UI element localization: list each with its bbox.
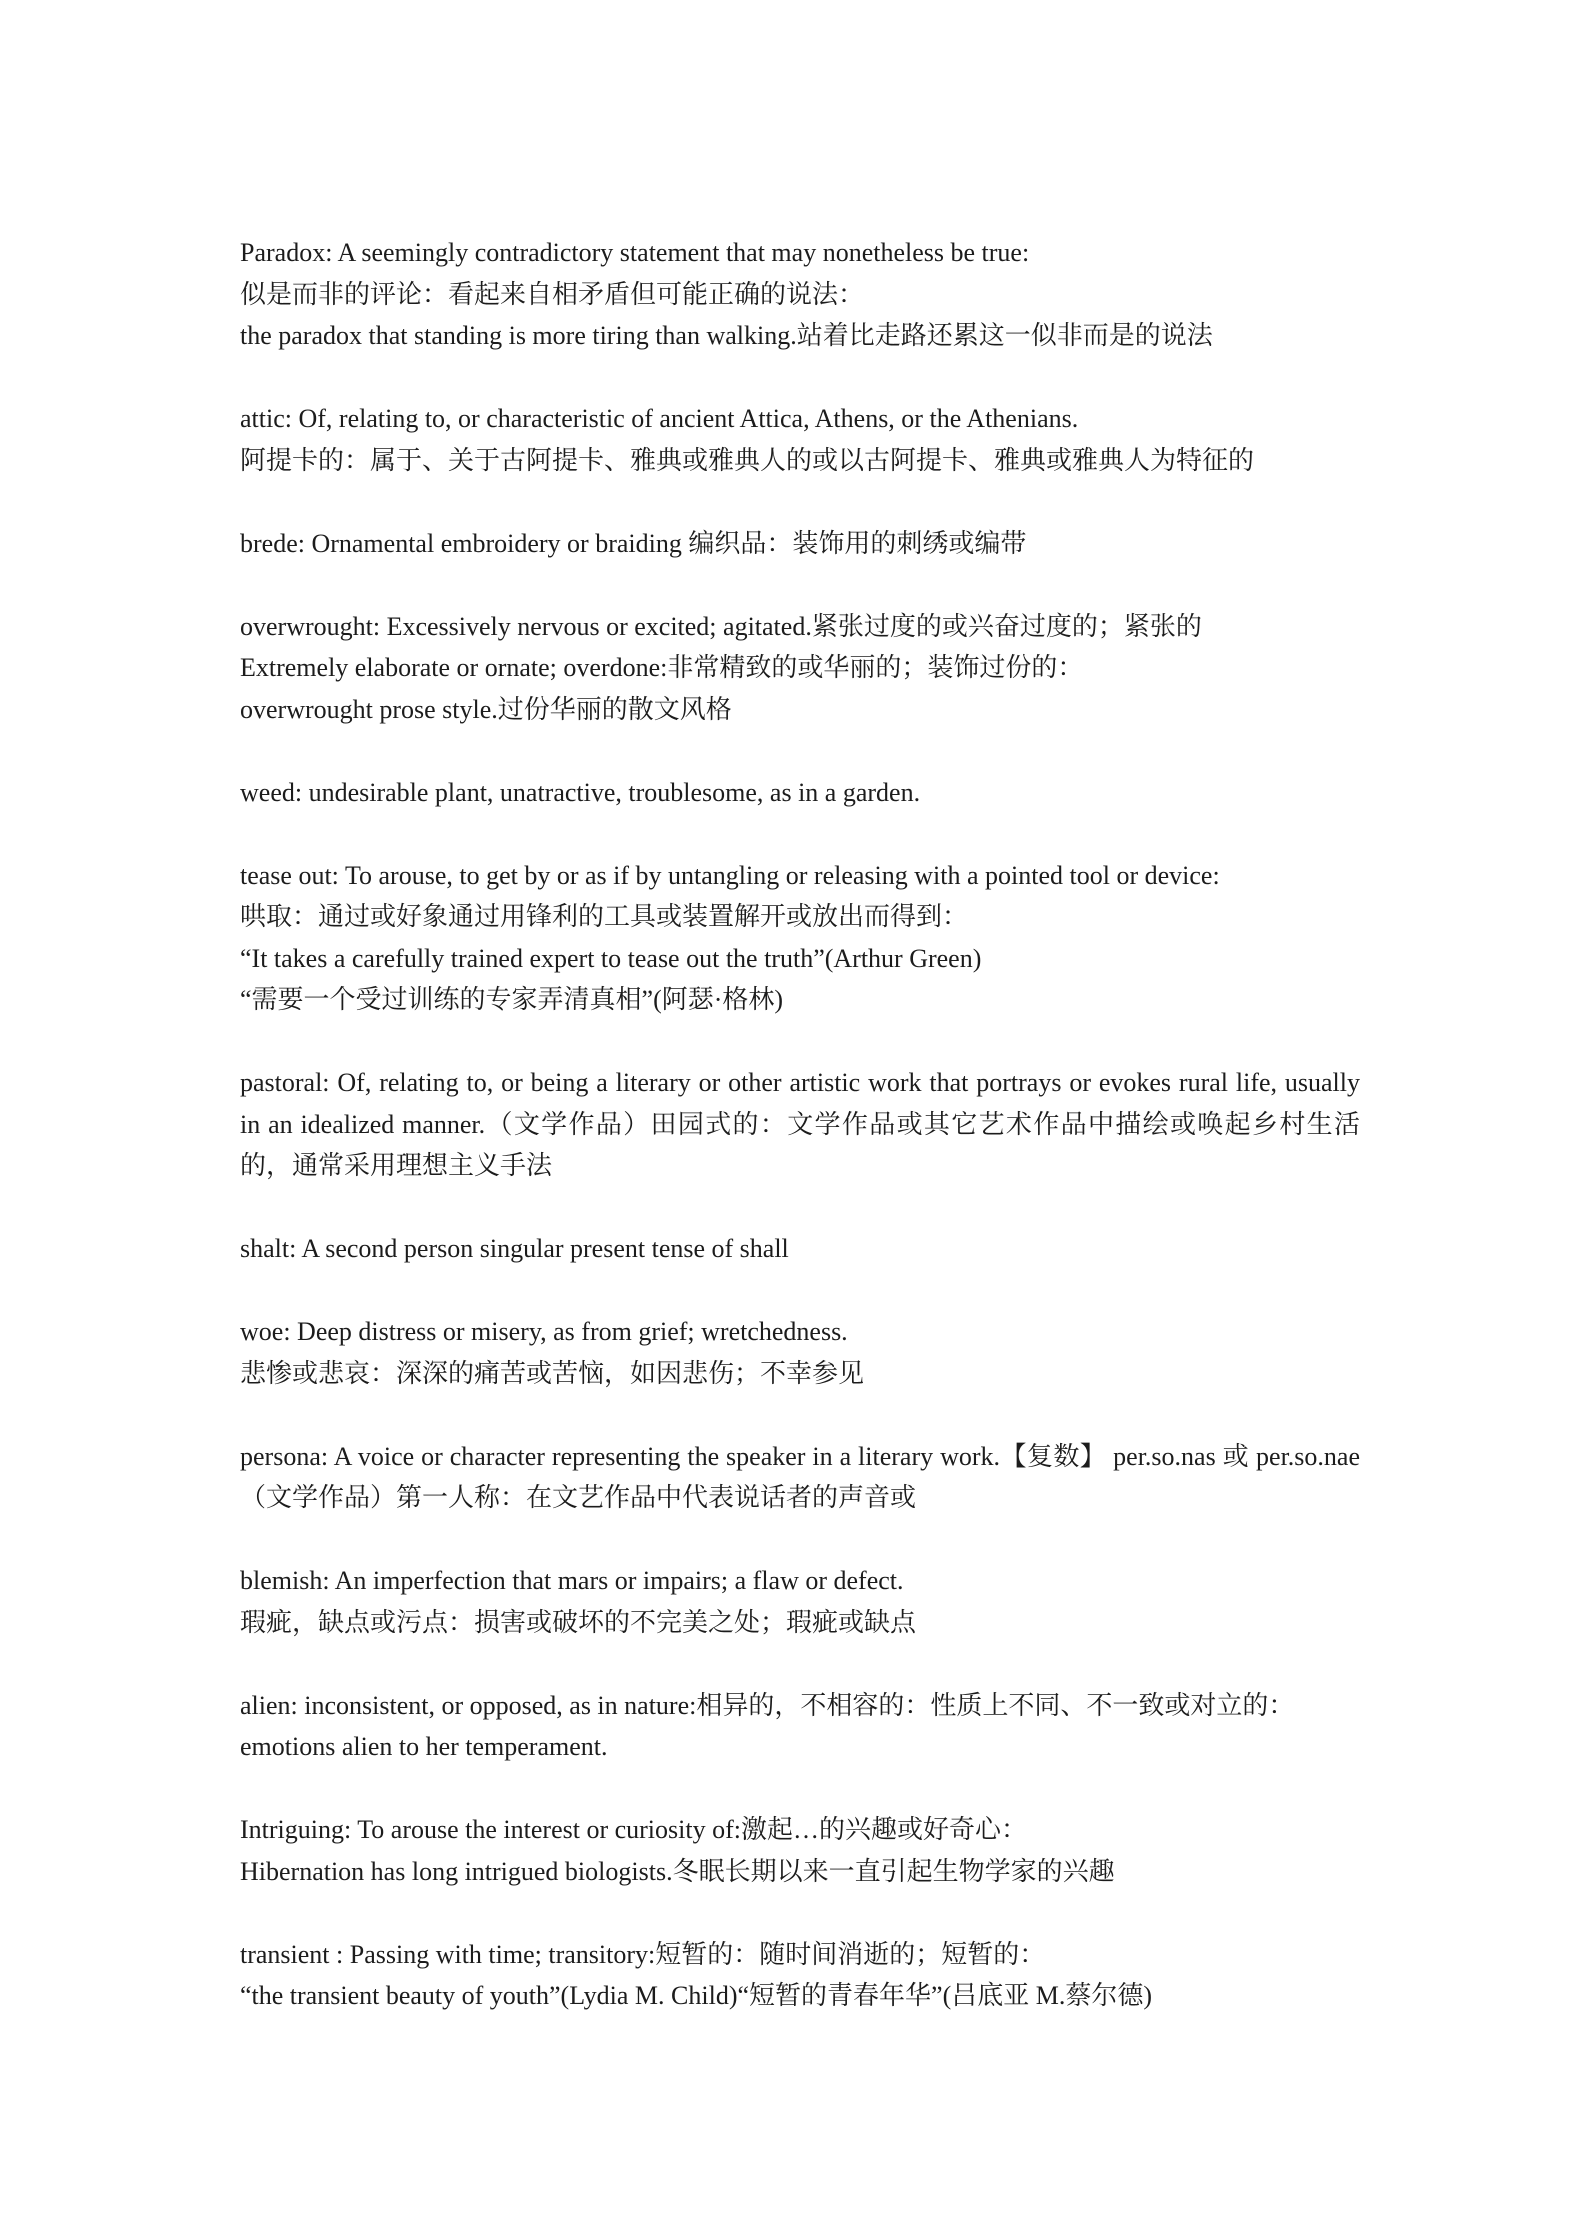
entry-line: tease out: To arouse, to get by or as if by untangling or releasing with a pointed tool or device: [240, 860, 1220, 890]
entry-line: Hibernation has long intrigued biologists.冬眠长期以来一直引起生物学家的兴趣 [240, 1856, 1115, 1886]
entry-line: brede: Ornamental embroidery or braiding 编织品：装饰用的刺绣或编带 [240, 528, 1027, 558]
entry-attic [240, 398, 1360, 481]
entry-line: “It takes a carefully trained expert to tease out the truth”(Arthur Green) [240, 943, 982, 973]
entry-transient [240, 1934, 1360, 2017]
entry-blemish [240, 1560, 1360, 1643]
entry-alien [240, 1685, 1360, 1768]
entry-line: 瑕疵，缺点或污点：损害或破坏的不完美之处；瑕疵或缺点 [240, 1607, 917, 1637]
entry-paradox [240, 232, 1360, 357]
entry-line: transient : Passing with time; transitory:短暂的：随时间消逝的；短暂的： [240, 1939, 1046, 1969]
entry-line: 悲惨或悲哀：深深的痛苦或苦恼，如因悲伤；不幸参见 [240, 1358, 865, 1388]
entry-line: blemish: An imperfection that mars or impairs; a flaw or defect. [240, 1566, 904, 1595]
entry-line: emotions alien to her temperament. [240, 1732, 608, 1761]
entry-paragraph: pastoral: Of, relating to, or being a literary or other artistic work that portrays or evokes rural life, usually in an idealized manner.（文学作品）田园式的：文学作品或其它艺术作品中描绘或唤起乡村生活的，通常采用理想主义手法 [240, 1068, 1367, 1180]
entry-line: alien: inconsistent, or opposed, as in nature:相异的，不相容的：性质上不同、不一致或对立的： [240, 1690, 1295, 1720]
entry-shalt [240, 1228, 1360, 1270]
entry-line: attic: Of, relating to, or characteristic of ancient Attica, Athens, or the Athenians. [240, 404, 1079, 433]
entry-paragraph: persona: A voice or character representing the speaker in a literary work.【复数】 per.so.nas 或 per.so.nae（文学作品）第一人称：在文艺作品中代表说话者的声音或 [240, 1441, 1360, 1512]
entry-line: Extremely elaborate or ornate; overdone:非常精致的或华丽的；装饰过份的： [240, 653, 1084, 682]
entry-line: 阿提卡的：属于、关于古阿提卡、雅典或雅典人的或以古阿提卡、雅典或雅典人为特征的 [240, 445, 1255, 475]
entry-tease-out [240, 855, 1360, 1021]
entry-line: shalt: A second person singular present tense of shall [240, 1234, 789, 1263]
entry-line: Intriguing: To arouse the interest or curiosity of:激起…的兴趣或好奇心： [240, 1815, 1027, 1844]
entry-line: 哄取：通过或好象通过用锋利的工具或装置解开或放出而得到： [240, 902, 969, 931]
entry-woe [240, 1311, 1360, 1394]
entry-line: 似是而非的评论：看起来自相矛盾但可能正确的说法： [240, 279, 865, 309]
entry-line: overwrought prose style.过份华丽的散文风格 [240, 694, 732, 724]
entry-line: “the transient beauty of youth”(Lydia M. Child)“短暂的青春年华”(吕底亚 M.蔡尔德) [240, 1981, 1153, 2010]
entry-overwrought [240, 606, 1360, 731]
entry-line: the paradox that standing is more tiring than walking.站着比走路还累这一似非而是的说法 [240, 321, 1213, 350]
entry-weed [240, 772, 1360, 814]
entry-intriguing [240, 1809, 1360, 1892]
entry-line: Paradox: A seemingly contradictory statement that may nonetheless be true: [240, 238, 1030, 267]
entry-line: overwrought: Excessively nervous or excited; agitated.紧张过度的或兴奋过度的；紧张的 [240, 611, 1202, 641]
entry-line: woe: Deep distress or misery, as from grief; wretchedness. [240, 1317, 848, 1346]
document-page [240, 232, 1367, 2058]
entry-line: weed: undesirable plant, unatractive, troublesome, as in a garden. [240, 777, 921, 807]
entry-persona [240, 1436, 1360, 1519]
entry-line: “需要一个受过训练的专家弄清真相”(阿瑟·格林) [240, 985, 784, 1014]
entry-pastoral [240, 1062, 1367, 1187]
entry-brede [240, 523, 1360, 565]
